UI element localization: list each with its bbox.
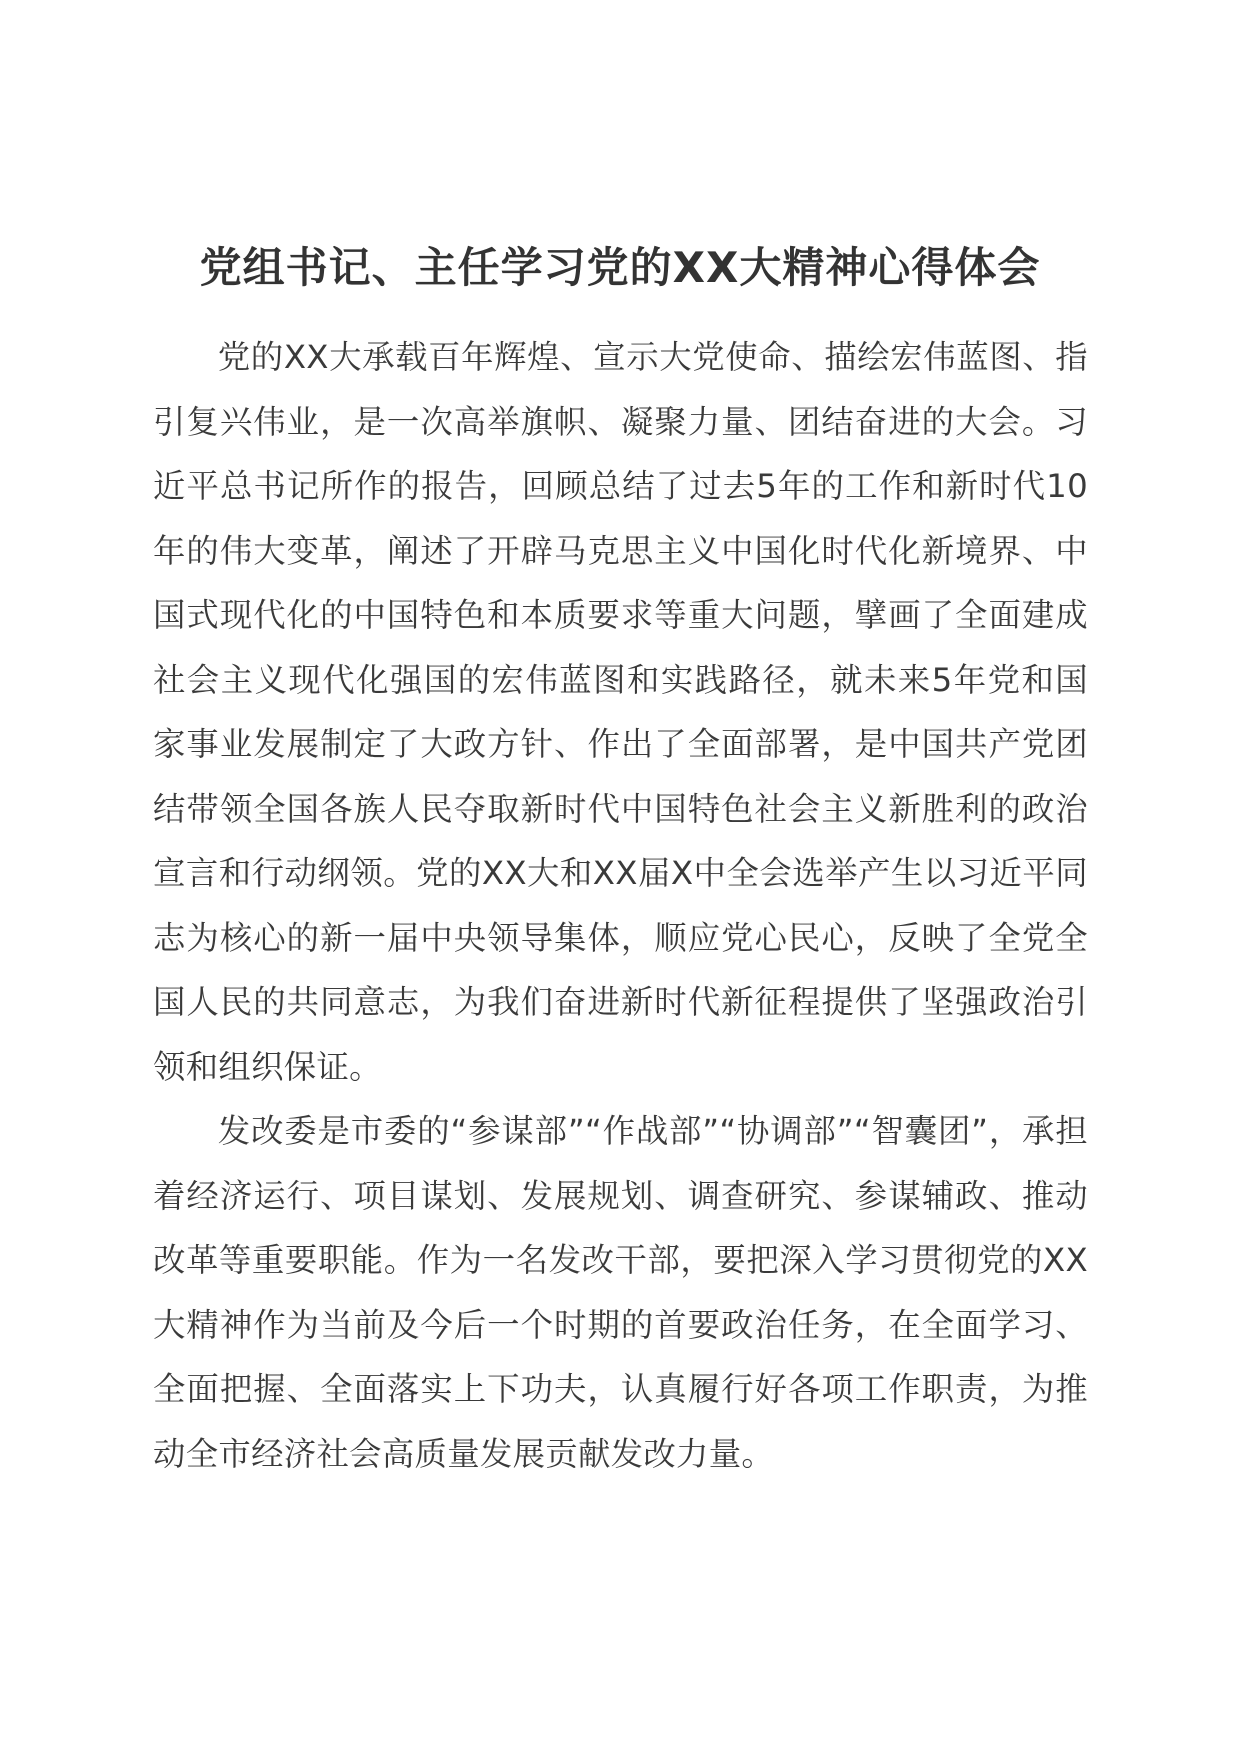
body-paragraph: 党的XX大承载百年辉煌、宣示大党使命、描绘宏伟蓝图、指引复兴伟业，是一次高举旗帜、凝聚力量、团结奋进的大会。习近平总书记所作的报告，回顾总结了过去5年的工作和新时代10年的伟大变革，阐述了开辟马克思主义中国化时代化新境界、中国式现代化的中国特色和本质要求等重大问题，擘画了全面建成社会主义现代化强国的宏伟蓝图和实践路径，就未来5年党和国家事业发展制定了大政方针、作出了全面部署，是中国共产党团结带领全国各族人民夺取新时代中国特色社会主义新胜利的政治宣言和行动纲领。党的XX大和XX届X中全会选举产生以习近平同志为核心的新一届中央领导集体，顺应党心民心，反映了全党全国人民的共同意志，为我们奋进新时代新征程提供了坚强政治引领和组织保证。: [153, 338, 1088, 1086]
document-title: 党组书记、主任学习党的XX大精神心得体会: [199, 243, 1041, 292]
body-paragraph: 发改委是市委的“参谋部”“作战部”“协调部”“智囊团”，承担着经济运行、项目谋划、发展规划、调查研究、参谋辅政、推动改革等重要职能。作为一名发改干部，要把深入学习贯彻党的XX大精神作为当前及今后一个时期的首要政治任务，在全面学习、全面把握、全面落实上下功夫，认真履行好各项工作职责，为推动全市经济社会高质量发展贡献发改力量。: [153, 1112, 1088, 1473]
